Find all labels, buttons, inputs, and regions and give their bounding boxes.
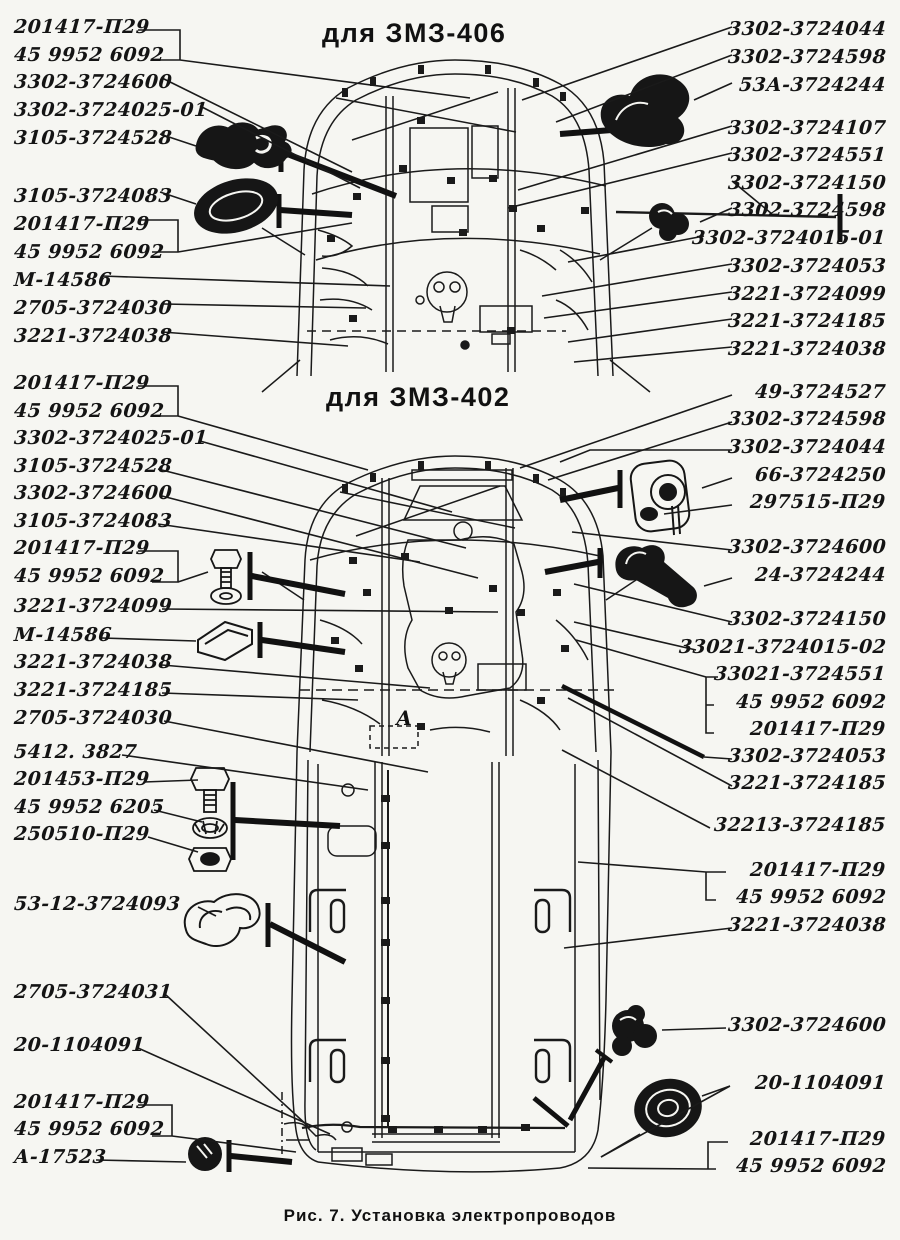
- plug-20-illustration: [629, 1073, 708, 1144]
- part-label: 201417-П29: [749, 1128, 887, 1150]
- part-label: 297515-П29: [749, 491, 887, 513]
- rubber-boot-illustration-53a: [601, 74, 690, 147]
- part-label: 201417-П29: [13, 537, 151, 559]
- section-title-zmz402: для ЗМЗ-402: [326, 382, 511, 412]
- part-label: 3302-3724025-01: [13, 427, 209, 449]
- part-label: 2705-3724030: [13, 297, 173, 319]
- bracket-66-illustration: [629, 459, 691, 535]
- part-label: 3221-3724038: [727, 914, 887, 936]
- part-label: 3302-3724600: [13, 71, 173, 93]
- part-label: 3302-3724598: [727, 199, 887, 221]
- part-label: 201417-П29: [749, 859, 887, 881]
- leader-lines-406: [102, 27, 772, 362]
- part-label: 3302-3724600: [727, 1014, 887, 1036]
- part-label: 3302-3724025-01: [13, 99, 209, 121]
- part-label: 3105-3724083: [13, 510, 173, 532]
- part-label: 3302-3724150: [727, 608, 887, 630]
- part-label: 201417-П29: [13, 1091, 151, 1113]
- part-label: 45 9952 6092: [13, 44, 166, 66]
- part-label: 45 9952 6092: [734, 1155, 887, 1177]
- part-label: 3302-3724150: [727, 172, 887, 194]
- bolt-washer-illustration: [211, 550, 241, 604]
- part-label: 20-1104091: [13, 1034, 146, 1056]
- boot-24-illustration: [615, 545, 697, 607]
- part-label: 49-3724527: [754, 381, 887, 403]
- part-label: 201417-П29: [13, 213, 151, 235]
- floor-brackets: [310, 890, 570, 1082]
- bolt-washer-nut-illustration: [189, 768, 231, 871]
- part-label: 201417-П29: [13, 372, 151, 394]
- part-label: 45 9952 6205: [13, 796, 166, 818]
- part-label: 24-3724244: [754, 564, 887, 586]
- part-label: 45 9952 6092: [13, 400, 166, 422]
- part-label: 3221-3724099: [13, 595, 173, 617]
- part-label: 3302-3724053: [727, 745, 887, 767]
- part-label: 3302-3724107: [727, 117, 887, 139]
- part-label: 45 9952 6092: [734, 886, 887, 908]
- part-label: 201417-П29: [749, 718, 887, 740]
- part-label: 3302-3724044: [727, 436, 887, 458]
- part-label: 53А-3724244: [738, 74, 887, 96]
- connector-squares-402: [331, 461, 569, 1133]
- part-label: 32213-3724185: [713, 814, 887, 836]
- part-label: 201453-П29: [13, 768, 151, 790]
- grommet-cluster-illustration: [612, 1005, 657, 1056]
- part-label: 3302-3724598: [727, 46, 887, 68]
- part-label: 3221-3724099: [727, 283, 887, 305]
- part-label: 250510-П29: [13, 823, 151, 845]
- part-label: 5412. 3827: [13, 741, 138, 763]
- part-label: 45 9952 6092: [13, 241, 166, 263]
- part-label: 3221-3724185: [727, 310, 887, 332]
- clip-5312-illustration: [185, 894, 260, 946]
- part-label: 3302-3724044: [727, 18, 887, 40]
- part-label: 33021-3724015-02: [677, 636, 887, 658]
- part-label: 3302-3724053: [727, 255, 887, 277]
- part-label: А-17523: [13, 1146, 108, 1168]
- part-label: 53-12-3724093: [13, 893, 182, 915]
- part-label: 3221-3724038: [727, 338, 887, 360]
- part-label: 3302-3724551: [727, 144, 887, 166]
- part-label: 66-3724250: [754, 464, 887, 486]
- part-label: 3105-3724083: [13, 185, 173, 207]
- part-label: М-14586: [13, 624, 113, 646]
- part-label: 3221-3724038: [13, 651, 173, 673]
- part-label: 3105-3724528: [13, 127, 173, 149]
- part-label: 3302-3724015-01: [691, 227, 887, 249]
- small-grommet-illustration-598: [649, 203, 689, 241]
- part-label: 3302-3724600: [727, 536, 887, 558]
- part-label: 3302-3724600: [13, 482, 173, 504]
- part-label: 2705-3724031: [13, 981, 173, 1003]
- part-label: 3221-3724038: [13, 325, 173, 347]
- part-label: М-14586: [13, 269, 113, 291]
- part-label: 33021-3724551: [713, 663, 887, 685]
- figure-caption: Рис. 7. Установка электропроводов: [283, 1206, 617, 1225]
- part-label: 20-1104091: [754, 1072, 887, 1094]
- part-label: 45 9952 6092: [13, 1118, 166, 1140]
- m14586-clip-illustration: [198, 622, 252, 660]
- part-label: 2705-3724030: [13, 707, 173, 729]
- section-title-zmz406: для ЗМЗ-406: [322, 18, 507, 48]
- part-label: 45 9952 6092: [734, 691, 887, 713]
- part-label: 3105-3724528: [13, 455, 173, 477]
- part-label: 3302-3724598: [727, 408, 887, 430]
- part-label: 45 9952 6092: [13, 565, 166, 587]
- part-label: 3221-3724185: [727, 772, 887, 794]
- part-label: 3221-3724185: [13, 679, 173, 701]
- oval-grommet-illustration: [187, 169, 284, 243]
- view-marker: А: [396, 706, 413, 730]
- part-label: 201417-П29: [13, 16, 151, 38]
